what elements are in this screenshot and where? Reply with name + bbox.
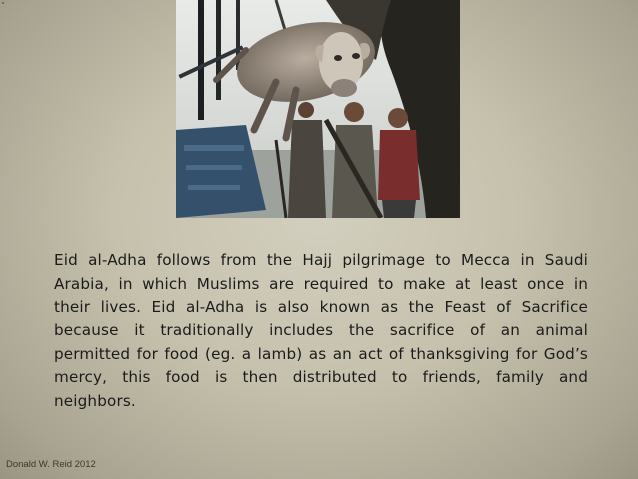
- sheep-photo: [176, 0, 460, 218]
- corner-mark: [2, 2, 4, 4]
- slide-body-text: Eid al-Adha follows from the Hajj pilgrimage to Mecca in Saudi Arabia, in which Muslims are required to make at least once in their lives. Eid al-Adha is also known as the Feast of Sacrifice because it traditionally includes the sacrifice of an animal permitted for food (eg. a lamb) as an act of thanksgiving for God’s mercy, this food is then distributed to friends, family and neighbors.: [54, 251, 588, 410]
- slide-credit: Donald W. Reid 2012: [6, 459, 96, 470]
- sheep-photo-graphic: [176, 0, 460, 218]
